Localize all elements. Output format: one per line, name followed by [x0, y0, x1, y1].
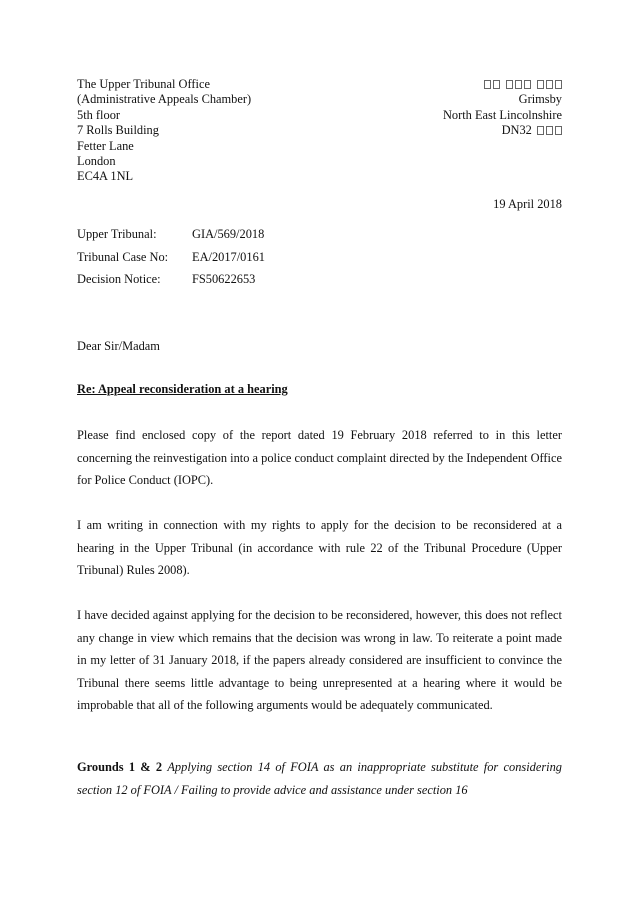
redaction-box [537, 126, 545, 135]
grounds-heading: Grounds 1 & 2 [77, 760, 163, 774]
reference-row [77, 250, 265, 273]
body-paragraph: I am writing in connection with my rights to apply for the decision to be reconsidered at a hearing in the Upper Tribunal (in accordance with rule 22 of the Tribunal Procedure (Upper Tribunal) Rules 2008). [77, 518, 562, 578]
case-references [77, 227, 265, 295]
body-paragraph: I have decided against applying for the decision to be reconsidered, however, this does not reflect any change in view which remains that the decision was wrong in law. To reiterate a point made in my letter of 31 January 2018, if the papers already considered are insufficient to convince the Tribunal there seems little advantage to being unrepresented at a hearing where it would be improbable that all of the following arguments would be adequately communicated. [77, 608, 562, 713]
reference-value: EA/2017/0161 [192, 249, 265, 264]
redaction-box [524, 80, 532, 89]
address-line: The Upper Tribunal Office [77, 77, 210, 91]
subject-line: Re: Appeal reconsideration at a hearing [77, 382, 288, 396]
redaction-box [484, 80, 492, 89]
redaction-box [493, 80, 501, 89]
address-line: 5th floor [77, 107, 121, 122]
redacted-street-line [443, 77, 562, 92]
postcode-prefix: DN32 [501, 123, 532, 138]
address-line: London [77, 154, 116, 169]
sender-postcode [443, 123, 562, 138]
sender-address [443, 77, 562, 139]
sender-county: North East Lincolnshire [442, 107, 562, 122]
reference-label: Tribunal Case No: [77, 249, 169, 264]
grounds-paragraph [77, 756, 562, 801]
address-line: Fetter Lane [77, 138, 134, 153]
address-line: (Administrative Appeals Chamber) [77, 92, 252, 107]
reference-label: Decision Notice: [77, 272, 161, 286]
reference-row [77, 272, 265, 295]
sender-town: Grimsby [518, 92, 562, 107]
grounds-text: Applying section 14 of FOIA as an inappropriate substitute for considering section 12 of FOIA / Failing to provide advice and assistance under section 16 [77, 760, 563, 797]
salutation: Dear Sir/Madam [77, 339, 160, 353]
redaction-box [515, 80, 523, 89]
tribunal-address [77, 77, 251, 185]
redaction-box [506, 80, 514, 89]
reference-row [77, 227, 265, 250]
reference-label: Upper Tribunal: [77, 227, 157, 241]
address-line: 7 Rolls Building [77, 123, 159, 138]
redaction-box [555, 126, 563, 135]
redaction-box [537, 80, 545, 89]
reference-value: FS50622653 [192, 272, 256, 286]
address-line: EC4A 1NL [77, 169, 134, 184]
body-paragraph: Please find enclosed copy of the report dated 19 February 2018 referred to in this letter concerning the reinvestigation into a police conduct complaint directed by the Independent Office for Police Conduct (IOPC). [77, 428, 562, 488]
redaction-box [546, 126, 554, 135]
letter-date: 19 April 2018 [493, 197, 562, 211]
redaction-box [546, 80, 554, 89]
reference-value: GIA/569/2018 [192, 227, 265, 241]
redaction-box [555, 80, 563, 89]
